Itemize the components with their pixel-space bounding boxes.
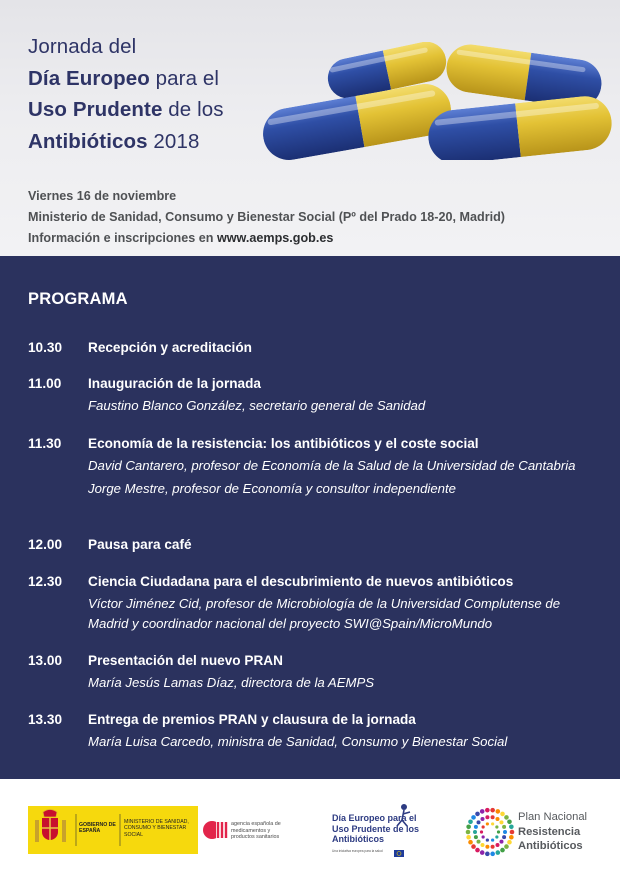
- title-line-2: Día Europeo para el: [28, 66, 220, 90]
- item-title: Economía de la resistencia: los antibióticos y el coste social: [88, 436, 479, 451]
- event-registration: Información e inscripciones en www.aemps.gob.es: [28, 231, 334, 245]
- item-title: Recepción y acreditación: [88, 340, 252, 355]
- pran-dot: [499, 840, 503, 844]
- item-speaker: María Luisa Carcedo, ministra de Sanidad, Consumo y Bienestar Social: [88, 734, 508, 749]
- pran-dot: [496, 850, 501, 855]
- pran-dot: [477, 820, 481, 824]
- pran-dot: [480, 809, 485, 814]
- pran-dot: [510, 830, 515, 835]
- pran-dot: [500, 812, 505, 817]
- pran-dot: [509, 835, 514, 840]
- pran-dot: [491, 838, 494, 841]
- item-speaker: Víctor Jiménez Cid, profesor de Microbiología de la Universidad Complutense de Madrid y coordinador nacional del proyecto SWI@Spain/MicroMundo: [88, 596, 561, 631]
- agencia-label: agencia española de medicamentos y productos sanitarios: [231, 821, 281, 840]
- pran-dot: [502, 825, 506, 829]
- pran-dot: [466, 830, 471, 835]
- pran-dot: [482, 835, 485, 838]
- aemps-logo-icon: [203, 821, 226, 839]
- pran-dot: [496, 843, 500, 847]
- pran-dot: [481, 843, 485, 847]
- capsule-front-right: [426, 94, 615, 160]
- item-speaker: Faustino Blanco González, secretario general de Sanidad: [88, 398, 426, 413]
- item-title: Ciencia Ciudadana para el descubrimiento de nuevos antibióticos: [88, 574, 514, 589]
- item-title: Pausa para café: [88, 537, 192, 552]
- event-header: [0, 0, 620, 256]
- pran-dot: [480, 850, 485, 855]
- item-time: 10.30: [28, 340, 63, 355]
- pran-dot: [473, 830, 477, 834]
- pran-dot: [474, 835, 478, 839]
- title-line-3: Uso Prudente de los: [28, 98, 224, 121]
- pran-dot: [504, 844, 509, 849]
- dia-europeo-small-text: Una iniciativa europea para la salud: [332, 849, 383, 853]
- pran-dot: [481, 817, 485, 821]
- dia-europeo-text: Día Europeo para el Uso Prudente de los Antibióticos: [332, 813, 420, 844]
- pran-line-3: Antibióticos: [518, 840, 583, 852]
- pran-dot: [491, 822, 494, 825]
- government-logo: [28, 806, 290, 854]
- pran-dot: [491, 845, 495, 849]
- title-line-4: Antibióticos 2018: [28, 129, 200, 153]
- program-title: PROGRAMA: [28, 290, 128, 308]
- item-title: Inauguración de la jornada: [88, 376, 261, 391]
- pran-dot: [500, 848, 505, 853]
- pran-dot: [490, 808, 495, 813]
- capsules-illustration: [262, 42, 620, 160]
- pran-label: [518, 810, 587, 854]
- pran-dot: [504, 815, 509, 820]
- event-date: Viernes 16 de noviembre: [28, 189, 177, 203]
- item-time: 13.00: [28, 653, 63, 668]
- sponsors-footer: [0, 779, 620, 877]
- pran-dot: [485, 815, 489, 819]
- item-title: Presentación del nuevo PRAN: [88, 653, 283, 668]
- item-speaker: María Jesús Lamas Díaz, directora de la AEMPS: [88, 675, 375, 690]
- pran-dot: [507, 840, 512, 845]
- pran-dot: [468, 840, 473, 845]
- pran-dot: [482, 825, 485, 828]
- eu-flag-icon: [394, 850, 404, 857]
- pran-logo: [462, 804, 602, 860]
- pran-dot: [475, 812, 480, 817]
- pran-dot: [468, 819, 473, 824]
- item-time: 11.30: [28, 436, 62, 451]
- pran-dot: [496, 809, 501, 814]
- pran-dot: [485, 845, 489, 849]
- item-speaker: David Cantarero, profesor de Economía de la Salud de la Universidad de Cantabria: [88, 458, 576, 473]
- pran-dot: [503, 830, 507, 834]
- pran-dot: [495, 835, 498, 838]
- item-title: Entrega de premios PRAN y clausura de la jornada: [88, 712, 416, 727]
- ministerio-label: MINISTERIO DE SANIDAD, CONSUMO Y BIENESTAR SOCIAL: [124, 819, 189, 838]
- pran-dot: [486, 838, 489, 841]
- pran-dot: [486, 822, 489, 825]
- event-details: [28, 186, 608, 249]
- pran-dot: [499, 820, 503, 824]
- program-section: [0, 256, 620, 779]
- item-time: 13.30: [28, 712, 63, 727]
- pran-dot: [509, 824, 514, 829]
- item-time: 12.00: [28, 537, 63, 552]
- item-time: 11.00: [28, 376, 62, 391]
- pran-dot: [485, 808, 490, 813]
- item-speaker: Jorge Mestre, profesor de Economía y consultor independiente: [88, 480, 456, 496]
- pran-dot: [474, 825, 478, 829]
- pran-dot: [471, 844, 476, 849]
- dia-europeo-logo: [332, 801, 430, 859]
- pran-dot: [480, 830, 483, 833]
- pran-line-1: Plan Nacional: [518, 811, 588, 823]
- pran-dots-circle-icon: [462, 804, 518, 860]
- pran-dot: [466, 824, 471, 829]
- pran-dot: [475, 848, 480, 853]
- pran-dot: [491, 815, 495, 819]
- pran-line-2: Resistencia: [518, 825, 581, 838]
- pran-dot: [485, 852, 490, 857]
- registration-link[interactable]: www.aemps.gob.es: [216, 231, 334, 245]
- pran-dot: [490, 852, 495, 857]
- pran-dot: [495, 825, 498, 828]
- pran-dot: [471, 815, 476, 820]
- pran-dot: [507, 819, 512, 824]
- item-time: 12.30: [28, 574, 63, 589]
- pran-dot: [497, 830, 500, 833]
- pran-dot: [477, 840, 481, 844]
- pran-dot: [502, 835, 506, 839]
- pran-dot: [496, 817, 500, 821]
- event-venue: Ministerio de Sanidad, Consumo y Bienestar Social (Pº del Prado 18-20, Madrid): [28, 210, 505, 224]
- pran-dot: [466, 835, 471, 840]
- title-line-1: Jornada del: [28, 35, 137, 58]
- gobierno-label: GOBIERNO DE ESPAÑA: [79, 822, 116, 835]
